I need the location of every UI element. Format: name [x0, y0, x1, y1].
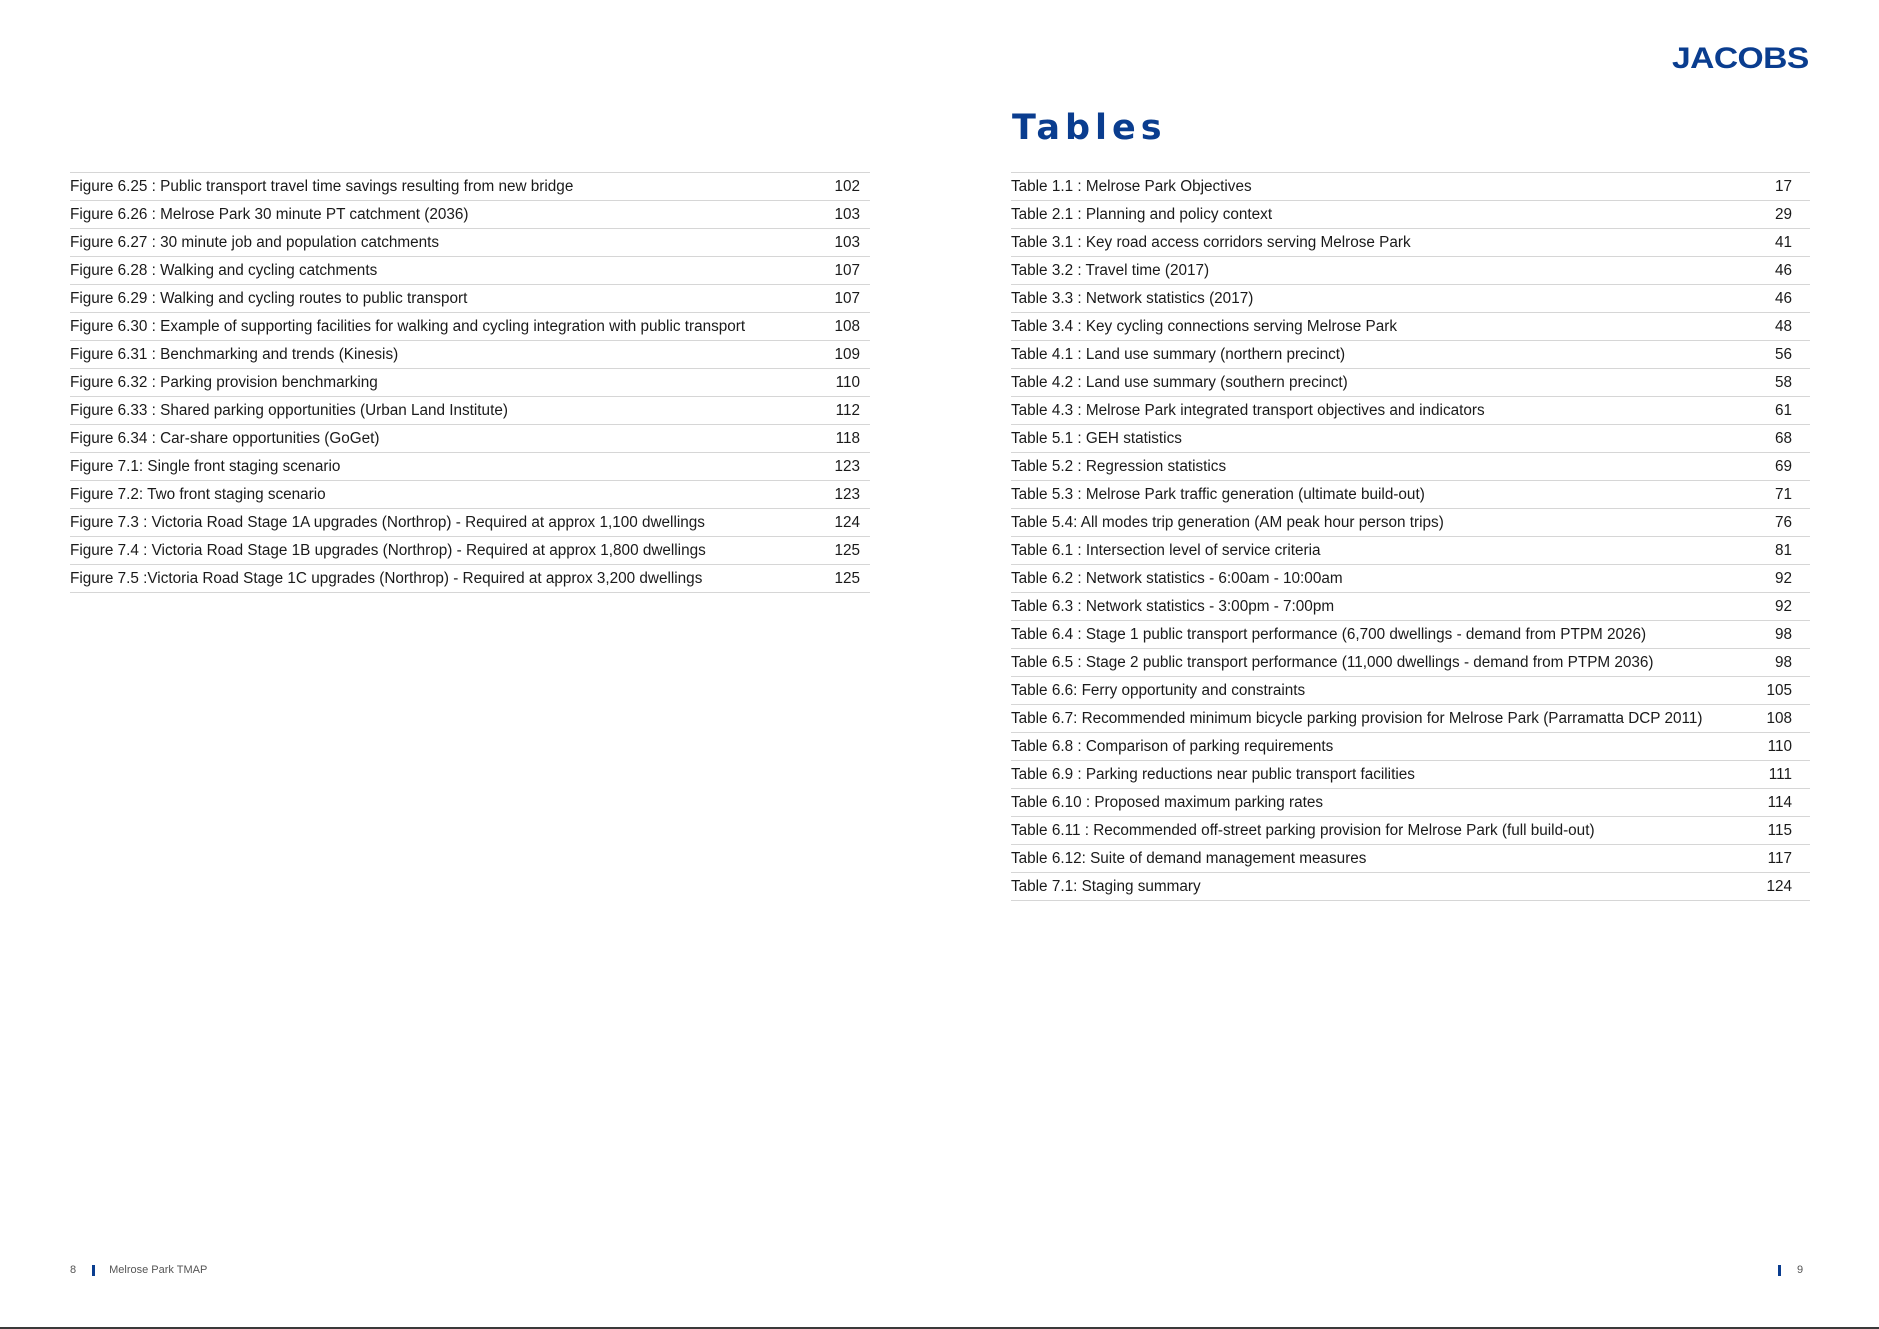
figure-entry[interactable] — [70, 397, 870, 425]
figure-entry[interactable] — [70, 537, 870, 565]
right-page-number: 9 — [1797, 1264, 1804, 1276]
table-entry[interactable] — [1011, 537, 1810, 565]
tables-list — [1011, 172, 1810, 901]
footer-right — [1778, 1264, 1803, 1276]
entry-page-number: 103 — [834, 233, 860, 251]
table-entry[interactable] — [1011, 201, 1810, 229]
entry-label: Table 3.1 : Key road access corridors serving Melrose Park — [1011, 233, 1411, 251]
figure-entry[interactable] — [70, 453, 870, 481]
table-entry[interactable] — [1011, 257, 1810, 285]
table-entry[interactable] — [1011, 285, 1810, 313]
entry-label: Table 3.2 : Travel time (2017) — [1011, 261, 1210, 279]
entry-label: Table 6.12: Suite of demand management measures — [1011, 849, 1367, 867]
left-page-number: 8 — [70, 1264, 77, 1276]
entry-page-number: 92 — [1774, 569, 1792, 587]
entry-label: Table 6.6: Ferry opportunity and constraints — [1011, 681, 1306, 699]
tables-heading: Tables — [1012, 108, 1167, 148]
entry-label: Figure 6.32 : Parking provision benchmarking — [70, 373, 378, 391]
entry-page-number: 115 — [1767, 821, 1792, 839]
figures-list — [70, 172, 870, 593]
entry-page-number: 46 — [1774, 289, 1792, 307]
entry-page-number: 125 — [834, 569, 860, 587]
table-entry[interactable] — [1011, 397, 1810, 425]
jacobs-logo: JACOBS — [1672, 42, 1809, 75]
figure-entry[interactable] — [70, 285, 870, 313]
entry-page-number: 98 — [1774, 653, 1792, 671]
entry-label: Figure 7.3 : Victoria Road Stage 1A upgrades (Northrop) - Required at approx 1,100 dwellings — [70, 513, 705, 531]
entry-page-number: 110 — [835, 373, 860, 391]
entry-page-number: 69 — [1774, 457, 1792, 475]
entry-label: Table 3.3 : Network statistics (2017) — [1011, 289, 1254, 307]
table-entry[interactable] — [1011, 593, 1810, 621]
table-entry[interactable] — [1011, 313, 1810, 341]
entry-label: Table 5.3 : Melrose Park traffic generation (ultimate build-out) — [1011, 485, 1425, 503]
table-entry[interactable] — [1011, 509, 1810, 537]
entry-label: Table 6.5 : Stage 2 public transport performance (11,000 dwellings - demand from PTPM 2036) — [1011, 653, 1654, 671]
entry-page-number: 110 — [1767, 737, 1792, 755]
table-entry[interactable] — [1011, 481, 1810, 509]
entry-label: Table 4.2 : Land use summary (southern precinct) — [1011, 373, 1348, 391]
entry-label: Table 6.8 : Comparison of parking requirements — [1011, 737, 1334, 755]
figure-entry[interactable] — [70, 481, 870, 509]
figure-entry[interactable] — [70, 313, 870, 341]
entry-page-number: 107 — [834, 289, 860, 307]
table-entry[interactable] — [1011, 733, 1810, 761]
entry-label: Table 5.2 : Regression statistics — [1011, 457, 1227, 475]
entry-page-number: 81 — [1774, 541, 1792, 559]
entry-label: Table 6.9 : Parking reductions near public transport facilities — [1011, 765, 1415, 783]
table-entry[interactable] — [1011, 677, 1810, 705]
table-entry[interactable] — [1011, 453, 1810, 481]
footer-left — [70, 1264, 207, 1276]
entry-label: Table 6.1 : Intersection level of service criteria — [1011, 541, 1321, 559]
entry-label: Figure 6.26 : Melrose Park 30 minute PT catchment (2036) — [70, 205, 469, 223]
entry-label: Table 6.4 : Stage 1 public transport performance (6,700 dwellings - demand from PTPM 2026) — [1011, 625, 1647, 643]
entry-page-number: 29 — [1774, 205, 1792, 223]
entry-page-number: 17 — [1774, 177, 1792, 195]
table-entry[interactable] — [1011, 873, 1810, 901]
table-entry[interactable] — [1011, 761, 1810, 789]
table-entry[interactable] — [1011, 173, 1810, 201]
table-entry[interactable] — [1011, 565, 1810, 593]
entry-page-number: 108 — [1766, 709, 1792, 727]
table-entry[interactable] — [1011, 789, 1810, 817]
entry-label: Figure 7.2: Two front staging scenario — [70, 485, 326, 503]
entry-page-number: 107 — [834, 261, 860, 279]
figure-entry[interactable] — [70, 369, 870, 397]
entry-page-number: 108 — [834, 317, 860, 335]
entry-page-number: 48 — [1774, 317, 1792, 335]
entry-page-number: 109 — [834, 345, 860, 363]
entry-label: Table 4.3 : Melrose Park integrated transport objectives and indicators — [1011, 401, 1485, 419]
entry-label: Table 5.4: All modes trip generation (AM peak hour person trips) — [1011, 513, 1444, 531]
entry-page-number: 123 — [834, 457, 860, 475]
entry-label: Figure 7.4 : Victoria Road Stage 1B upgrades (Northrop) - Required at approx 1,800 dwellings — [70, 541, 706, 559]
entry-page-number: 124 — [1766, 877, 1792, 895]
entry-page-number: 124 — [834, 513, 860, 531]
figure-entry[interactable] — [70, 201, 870, 229]
figure-entry[interactable] — [70, 565, 870, 593]
table-entry[interactable] — [1011, 705, 1810, 733]
entry-label: Table 2.1 : Planning and policy context — [1011, 205, 1273, 223]
entry-page-number: 41 — [1774, 233, 1792, 251]
entry-label: Figure 7.5 :Victoria Road Stage 1C upgrades (Northrop) - Required at approx 3,200 dwellings — [70, 569, 703, 587]
entry-label: Table 7.1: Staging summary — [1011, 877, 1201, 895]
figure-entry[interactable] — [70, 229, 870, 257]
table-entry[interactable] — [1011, 341, 1810, 369]
entry-label: Table 6.7: Recommended minimum bicycle parking provision for Melrose Park (Parramatta DCP 2011) — [1011, 709, 1703, 727]
table-entry[interactable] — [1011, 229, 1810, 257]
entry-label: Table 6.11 : Recommended off-street parking provision for Melrose Park (full build-out) — [1011, 821, 1595, 839]
entry-page-number: 68 — [1774, 429, 1792, 447]
table-entry[interactable] — [1011, 817, 1810, 845]
entry-label: Figure 6.34 : Car-share opportunities (GoGet) — [70, 429, 380, 447]
table-entry[interactable] — [1011, 621, 1810, 649]
document-title: Melrose Park TMAP — [109, 1264, 208, 1276]
entry-label: Table 5.1 : GEH statistics — [1011, 429, 1182, 447]
entry-page-number: 123 — [834, 485, 860, 503]
entry-page-number: 58 — [1774, 373, 1792, 391]
entry-label: Table 6.2 : Network statistics - 6:00am - 10:00am — [1011, 569, 1343, 587]
entry-label: Table 3.4 : Key cycling connections serving Melrose Park — [1011, 317, 1398, 335]
entry-page-number: 105 — [1766, 681, 1792, 699]
entry-page-number: 114 — [1767, 793, 1792, 811]
table-entry[interactable] — [1011, 649, 1810, 677]
entry-page-number: 92 — [1774, 597, 1792, 615]
entry-page-number: 71 — [1774, 485, 1792, 503]
entry-page-number: 61 — [1774, 401, 1792, 419]
figure-entry[interactable] — [70, 425, 870, 453]
entry-label: Figure 6.29 : Walking and cycling routes to public transport — [70, 289, 468, 307]
entry-page-number: 46 — [1774, 261, 1792, 279]
footer-divider-bar — [92, 1265, 95, 1276]
figure-entry[interactable] — [70, 509, 870, 537]
entry-page-number: 103 — [834, 205, 860, 223]
entry-page-number: 117 — [1767, 849, 1792, 867]
entry-label: Figure 6.27 : 30 minute job and population catchments — [70, 233, 440, 251]
entry-page-number: 118 — [835, 429, 860, 447]
entry-page-number: 102 — [834, 177, 860, 195]
entry-label: Figure 6.30 : Example of supporting facilities for walking and cycling integration with public transport — [70, 317, 746, 335]
entry-page-number: 98 — [1774, 625, 1792, 643]
entry-label: Table 4.1 : Land use summary (northern precinct) — [1011, 345, 1346, 363]
figure-entry[interactable] — [70, 173, 870, 201]
entry-page-number: 112 — [835, 401, 860, 419]
footer-divider-bar — [1778, 1265, 1781, 1276]
figure-entry[interactable] — [70, 341, 870, 369]
entry-label: Table 1.1 : Melrose Park Objectives — [1011, 177, 1252, 195]
entry-label: Figure 7.1: Single front staging scenario — [70, 457, 341, 475]
entry-label: Table 6.10 : Proposed maximum parking rates — [1011, 793, 1324, 811]
figure-entry[interactable] — [70, 257, 870, 285]
entry-label: Figure 6.28 : Walking and cycling catchments — [70, 261, 378, 279]
table-entry[interactable] — [1011, 845, 1810, 873]
table-entry[interactable] — [1011, 425, 1810, 453]
entry-page-number: 125 — [834, 541, 860, 559]
entry-label: Table 6.3 : Network statistics - 3:00pm - 7:00pm — [1011, 597, 1335, 615]
entry-label: Figure 6.25 : Public transport travel time savings resulting from new bridge — [70, 177, 574, 195]
entry-page-number: 56 — [1774, 345, 1792, 363]
entry-label: Figure 6.33 : Shared parking opportunities (Urban Land Institute) — [70, 401, 508, 419]
entry-label: Figure 6.31 : Benchmarking and trends (Kinesis) — [70, 345, 399, 363]
table-entry[interactable] — [1011, 369, 1810, 397]
entry-page-number: 76 — [1774, 513, 1792, 531]
entry-page-number: 111 — [1768, 765, 1792, 783]
